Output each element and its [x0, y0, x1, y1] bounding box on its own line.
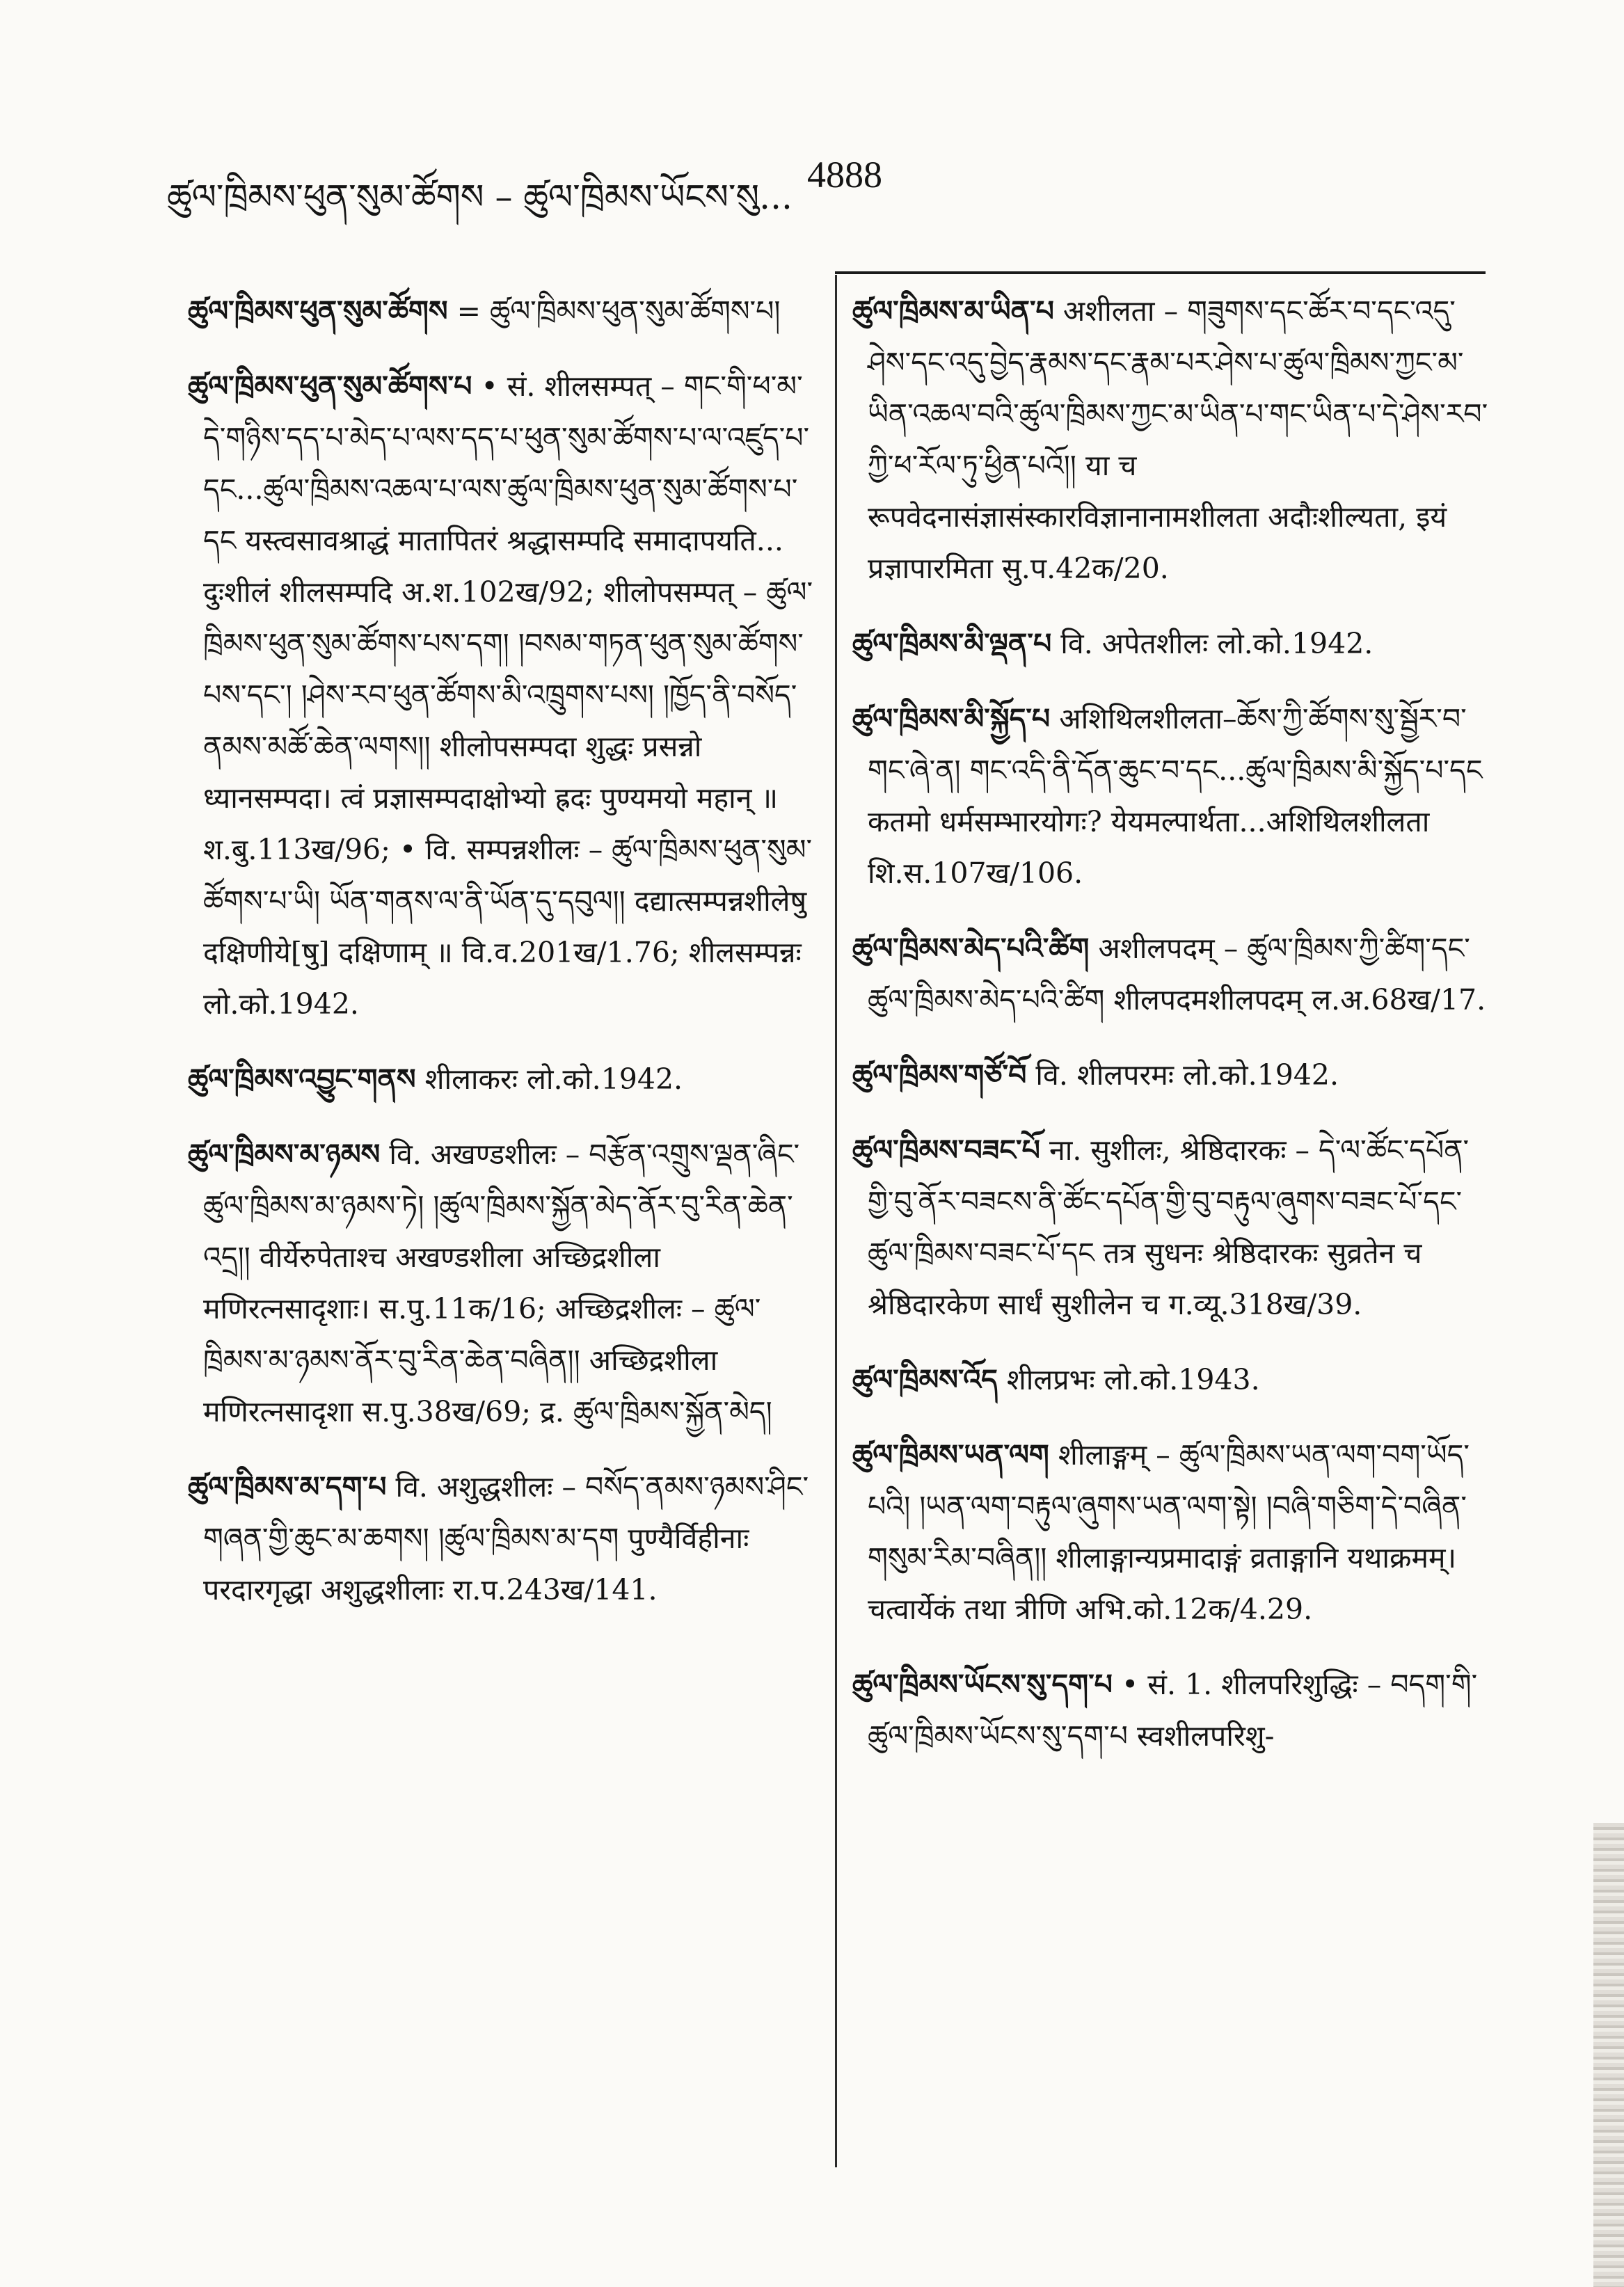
column-divider: [835, 275, 837, 2167]
entry-body: वि. शीलपरमः लो.को.1942.: [1035, 1058, 1339, 1092]
dictionary-entry: [852, 1124, 1492, 1330]
entry-headword: ཚུལ་ཁྲིམས་འོད: [852, 1363, 998, 1396]
dictionary-entry: [188, 1461, 814, 1616]
page-edge-shadow: [1593, 1823, 1624, 2287]
entry-headword: ཚུལ་ཁྲིམས་མ་ཉམས: [188, 1138, 381, 1171]
entry-headword: ཚུལ་ཁྲིམས་ཕུན་སུམ་ཚོགས: [188, 294, 448, 328]
dictionary-entry: [188, 360, 814, 1030]
entry-headword: ཚུལ་ཁྲིམས་མི་སྐྱོད་པ: [852, 702, 1051, 735]
right-column: [852, 285, 1492, 1785]
dictionary-entry: [852, 1429, 1492, 1635]
dictionary-entry: [852, 923, 1492, 1026]
entry-headword: ཚུལ་ཁྲིམས་གཙོ་བོ: [852, 1058, 1027, 1092]
entry-body: ना. सुशीलः, श्रेष्ठिदारकः – དེ་ལ་ཚོང་དཔོན་གྱི་བུ་ནོར་བཟངས་ནི་ཚོང་དཔོན་གྱི་བུ་བརྟུལ་ཞུགས་བཟང་པོ་དང་ཚུལ་ཁྲིམས་བཟང་པོ་དང तत्र सुधनः श्रेष्ठिदारकः सुव्रतेन च श्रेष्ठिदारकेण सार्धं सुशीलेन च ग.व्यू.318ख/39.: [868, 1133, 1470, 1321]
entry-body: शीलाकरः लो.को.1942.: [424, 1062, 683, 1096]
entry-headword: ཚུལ་ཁྲིམས་ཕུན་སུམ་ཚོགས་པ: [188, 369, 472, 403]
entry-body: = ཚུལ་ཁྲིམས་ཕུན་སུམ་ཚོགས་པ།: [456, 294, 781, 328]
entry-body: अशीलपदम् – ཚུལ་ཁྲིམས་ཀྱི་ཚིག་དང་ཚུལ་ཁྲིམས་མེད་པའི་ཚིག शीलपदमशीलपदम् ल.अ.68ख/17.: [868, 932, 1486, 1017]
entry-headword: ཚུལ་ཁྲིམས་ཡན་ལག: [852, 1438, 1049, 1472]
entry-body: शीलाङ्गम् – ཚུལ་ཁྲིམས་ཡན་ལག་བག་ཡོད་པའི། །ཡན་ལག་བརྟུལ་ཞུགས་ཡན་ལག་སྟེ། །བཞི་གཅིག་དེ་བཞིན་གསུམ་རིམ་བཞིན།། शीलाङ्गान्यप्रमादाङ्गं व्रताङ्गानि यथाक्रमम्। चत्वार्येकं तथा त्रीणि अभि.को.12क/4.29.: [868, 1438, 1470, 1626]
left-column: [188, 285, 814, 1639]
page-number: 4888: [807, 154, 882, 196]
dictionary-entry: [188, 285, 814, 337]
dictionary-entry: [852, 618, 1492, 669]
header-rule: [835, 271, 1486, 274]
dictionary-entry: [852, 1049, 1492, 1101]
entry-body: शीलप्रभः लो.को.1943.: [1006, 1363, 1260, 1396]
dictionary-entry: [852, 1354, 1492, 1405]
running-head: ཚུལ་ཁྲིམས་ཕུན་སུམ་ཚོགས – ཚུལ་ཁྲིམས་ཡོངས་སུ...: [167, 177, 793, 217]
dictionary-entry: [852, 693, 1492, 899]
entry-body: वि. अपेतशीलः लो.को.1942.: [1060, 627, 1374, 660]
entry-headword: ཚུལ་ཁྲིམས་མི་ལྡན་པ: [852, 627, 1052, 660]
entry-body: वि. अशुद्धशीलः – བསོད་ནམས་ཉམས་ཤིང་གཞན་གྱི་ཆུང་མ་ཆགས། །ཚུལ་ཁྲིམས་མ་དག पुण्यैर्विहीनाः परदारगृद्धा अशुद्धशीलाः रा.प.243ख/141.: [203, 1470, 809, 1607]
entry-headword: ཚུལ་ཁྲིམས་ཡོངས་སུ་དག་པ: [852, 1668, 1113, 1701]
entry-body: • सं. 1. शीलपरिशुद्धिः – བདག་གི་ཚུལ་ཁྲིམས་ཡོངས་སུ་དག་པ स्वशीलपरिशु-: [868, 1668, 1478, 1753]
entry-headword: ཚུལ་ཁྲིམས་མ་ཡིན་པ: [852, 294, 1054, 328]
entry-body: अशिथिलशीलता–ཆོས་ཀྱི་ཚོགས་སུ་སྦྱོར་བ་གང་ཞེ་ན། གང་འདི་ནི་དོན་ཆུང་བ་དང...ཚུལ་ཁྲིམས་མི་སྐྱོད་པ་དང कतमो धर्मसम्भारयोगः? येयमल्पार्थता...अशिथिलशीलता शि.स.107ख/106.: [868, 702, 1483, 890]
page-header: [167, 139, 1503, 216]
dictionary-entry: [852, 285, 1492, 594]
entry-headword: ཚུལ་ཁྲིམས་བཟང་པོ: [852, 1133, 1040, 1167]
entry-body: • सं. शीलसम्पत् – གང་གི་ཕ་མ་དེ་གཉིས་དད་པ་མེད་པ་ལས་དད་པ་ཕུན་སུམ་ཚོགས་པ་ལ་འཛུད་པ་དང...ཚུལ་ཁྲིམས་འཆལ་པ་ལས་ཚུལ་ཁྲིམས་ཕུན་སུམ་ཚོགས་པ་དང यस्त्वसावश्राद्धं मातापितरं श्रद्धासम्पदि समादापयति... दुःशीलं शीलसम्पदि अ.श.102ख/92; शीलोपसम्पत् – ཚུལ་ཁྲིམས་ཕུན་སུམ་ཚོགས་པས་དག། །བསམ་གཏན་ཕུན་སུམ་ཚོགས་པས་དང་། །ཤེས་རབ་ཕུན་ཚོགས་མི་འཁྲུགས་པས། །ཁྱོད་ནི་བསོད་ནམས་མཚོ་ཆེན་ལགས།། शीलोपसम्पदा शुद्धः प्रसन्नो ध्यानसम्पदा। त्वं प्रज्ञासम्पदाक्षोभ्यो ह्रदः पुण्यमयो महान् ॥ श.बु.113ख/96; • वि. सम्पन्नशीलः – ཚུལ་ཁྲིམས་ཕུན་སུམ་ཚོགས་པ་ཡི། ཡོན་གནས་ལ་ནི་ཡོན་དུ་དབུལ།། दद्यात्सम्पन्नशीलेषु दक्षिणीये[षु] दक्षिणाम् ॥ वि.व.201ख/1.76; शीलसम्पन्नः लो.को.1942.: [203, 369, 813, 1021]
dictionary-entry: [188, 1129, 814, 1437]
entry-body: अशीलता – གཟུགས་དང་ཚོར་བ་དང་འདུ་ཤེས་དང་འདུ་བྱེད་རྣམས་དང་རྣམ་པར་ཤེས་པ་ཚུལ་ཁྲིམས་ཀྱང་མ་ཡིན་འཆལ་བའི་ཚུལ་ཁྲིམས་ཀྱང་མ་ཡིན་པ་གང་ཡིན་པ་དེ་ཤེས་རབ་ཀྱི་ཕ་རོལ་ཏུ་ཕྱིན་པའོ།། या च रूपवेदनासंज्ञासंस्कारविज्ञानानामशीलता अदौःशील्यता, इयं प्रज्ञापारमिता सु.प.42क/20.: [868, 294, 1488, 585]
dictionary-entry: [188, 1053, 814, 1105]
entry-headword: ཚུལ་ཁྲིམས་མ་དག་པ: [188, 1470, 387, 1504]
entry-headword: ཚུལ་ཁྲིམས་འབྱུང་གནས: [188, 1062, 416, 1096]
entry-headword: ཚུལ་ཁྲིམས་མེད་པའི་ཚིག: [852, 932, 1090, 965]
entry-body: वि. अखण्डशीलः – བརྩོན་འགྲུས་ལྡན་ཞིང་ཚུལ་ཁྲིམས་མ་ཉམས་ཏེ། །ཚུལ་ཁྲིམས་སྐྱོན་མེད་ནོར་བུ་རིན་ཆེན་འདྲ།། वीर्येरुपेताश्च अखण्डशीला अच्छिद्रशीला मणिरत्नसादृशाः। स.पु.11क/16; अच्छिद्रशीलः – ཚུལ་ཁྲིམས་མ་ཉམས་ནོར་བུ་རིན་ཆེན་བཞིན།། अच्छिद्रशीला मणिरत्नसादृशा स.पु.38ख/69; द्र. ཚུལ་ཁྲིམས་སྐྱོན་མེད།: [203, 1138, 800, 1428]
dictionary-entry: [852, 1659, 1492, 1762]
